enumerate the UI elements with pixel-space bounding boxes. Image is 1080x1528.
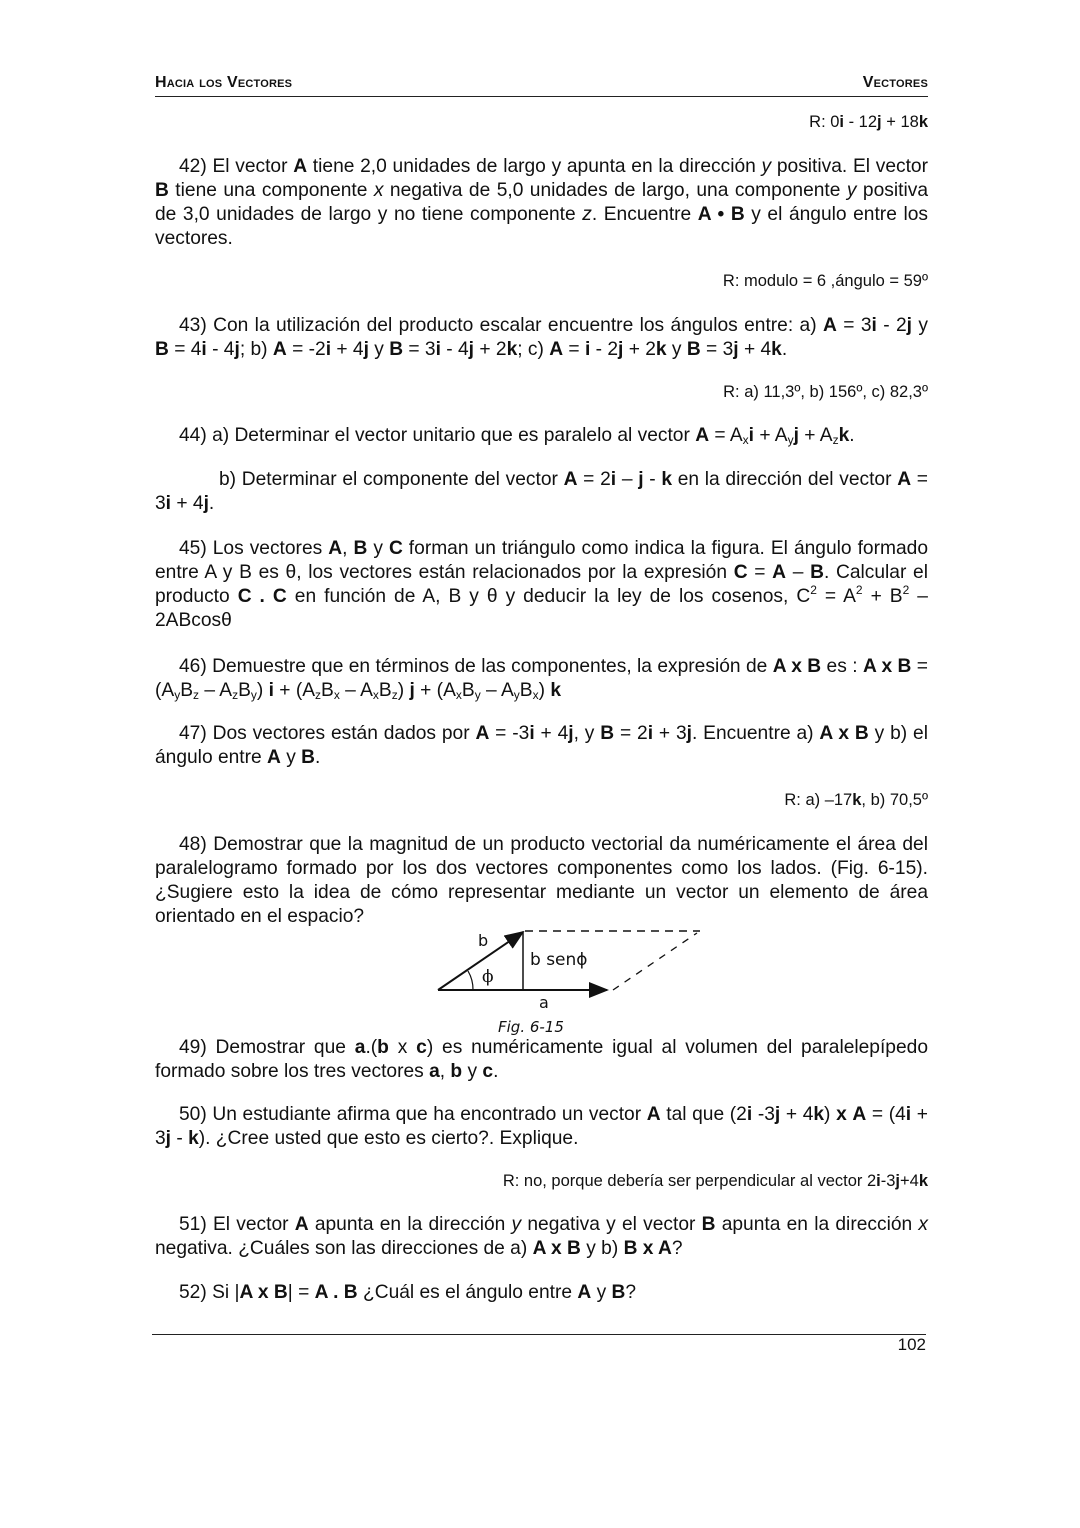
problem-49: 49) Demostrar que a.(b x c) es numéricamente igual al volumen del paralelepípedo formado sobre los tres vectores a, b y c. (155, 1037, 928, 1082)
answer-43: R: a) 11,3º, b) 156º, c) 82,3º (723, 383, 928, 401)
problem-44a: 44) a) Determinar el vector unitario que es paralelo al vector $A = A_xi + A_yj + A_zk$. (179, 425, 855, 447)
answer-42: R: modulo = 6 ,ángulo = 59º (722, 272, 928, 290)
problem-50: 50) Un estudiante afirma que ha encontrado un vector A tal que (2i -3j + 4k) x A = (4i + 3j - k). ¿Cree usted que esto es cierto?. Explique. (155, 1104, 928, 1149)
header-left-title: Hacia los Vectores (155, 74, 293, 91)
problem-43: 43) Con la utilización del producto escalar encuentre los ángulos entre: a) A = 3i - 2j y B = 4i - 4j; b) A = -2i + 4j y B = 3i - 4j + 2k; c) A = i - 2j + 2k y B = 3j + 4k. (155, 315, 928, 360)
problem-45: 45) Los vectores A, B y C forman un triángulo como indica la figura. El ángulo formado entre A y B es θ, los vectores están relacionados por la expresión C = A – B. Calcular el producto C . C en función de A, B y θ y deducir la ley de los cosenos, $C^2 = A^2 + B^2 - 2ABcos\theta$ (155, 538, 928, 631)
problem-51: 51) El vector A apunta en la dirección y negativa y el vector B apunta en la dirección x negativa. ¿Cuáles son las direcciones de a) A x B y b) B x A? (155, 1214, 928, 1259)
footer-rule (152, 1334, 926, 1335)
answer-47: R: a) –17k, b) 70,5º (784, 791, 928, 809)
page-number: 102 (897, 1335, 926, 1354)
label-b: b (478, 931, 489, 950)
page-header (155, 72, 928, 97)
label-phi: ϕ (482, 967, 494, 987)
problem-52: 52) Si |A x B| = A . B ¿Cuál es el ángulo entre A y B? (179, 1282, 637, 1303)
problem-48: 48) Demostrar que la magnitud de un producto vectorial da numéricamente el área del paralelogramo formado por los dos vectores componentes como los lados. (Fig. 6-15). ¿Sugiere esto la idea de cómo representar mediante un vector un elemento de área orientado en el espacio? (155, 834, 928, 927)
problem-47: 47) Dos vectores están dados por A = -3i + 4j, y B = 2i + 3j. Encuentre a) A x B y b) el ángulo entre A y B. (155, 723, 928, 768)
figure-caption: Fig. 6-15 (498, 1018, 564, 1036)
header-right-title: Vectores (862, 74, 928, 91)
answer-41: R: 0i - 12j + 18k (809, 113, 928, 131)
problem-42: 42) El vector A tiene 2,0 unidades de largo y apunta en la dirección y positiva. El vector B tiene una componente x negativa de 5,0 unidades de largo, una componente y positiva de 3,0 unidades de largo y no tiene componente z. Encuentre A • B y el ángulo entre los vectores. (155, 156, 928, 249)
answer-50: R: no, porque debería ser perpendicular al vector 2i-3j+4k (502, 1172, 928, 1190)
problem-46: 46) Demuestre que en términos de las componentes, la expresión de A x B es : A x $B = (A_yB_z - A_zB_y) i + (A_zB_x - A_xB_z) j + (A_xB_y - A_yB_x)$ k (155, 656, 929, 702)
label-a: a (539, 993, 549, 1012)
parallelogram-figure (435, 926, 705, 1038)
angle-arc (468, 971, 473, 990)
label-b-sen-phi: b senϕ (530, 950, 588, 970)
dashed-right-side (613, 933, 697, 990)
problem-44b: b) Determinar el componente del vector A = 2i – j - k en la dirección del vector A = 3i + 4j. (155, 469, 928, 514)
